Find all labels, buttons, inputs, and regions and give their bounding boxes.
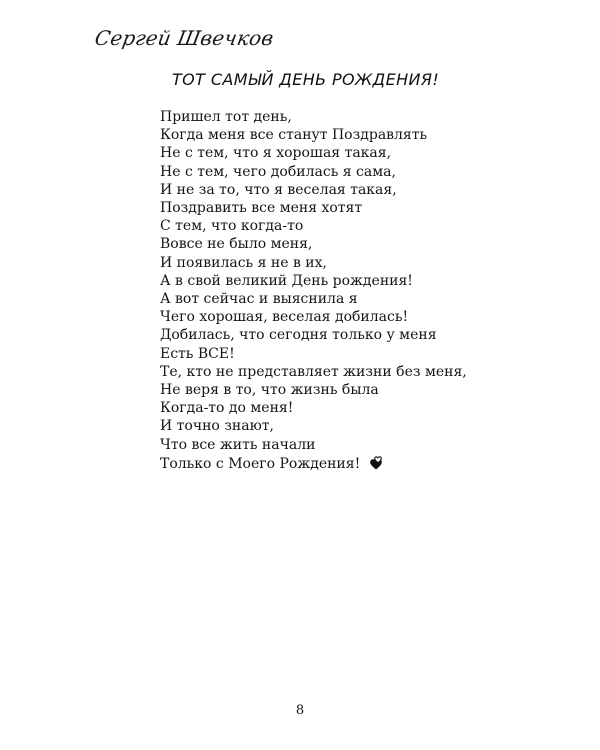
poem-last-line [160, 454, 520, 473]
poem-line: И появилась я не в их, [160, 254, 327, 271]
poem-line: Добилась, что сегодня только у меня [160, 327, 437, 344]
poem-body [160, 108, 520, 473]
poem-line: Пришел тот день, [160, 109, 292, 125]
poem-line: Чего хорошая, веселая добилась! [160, 309, 409, 326]
poem-line-text: Только с Моего Рождения! [160, 455, 361, 472]
poem-title: ТОТ САМЫЙ ДЕНЬ РОЖДЕНИЯ! [172, 70, 440, 89]
page-number: 8 [295, 703, 305, 718]
poem-line: Есть ВСЕ! [160, 345, 235, 362]
poem-line: А в свой великий День рождения! [160, 272, 413, 289]
poem-line: Не с тем, что я хорошая такая, [160, 145, 392, 162]
poem-line: Когда меня все станут Поздравлять [160, 127, 428, 144]
poem-line: А вот сейчас и выяснила я [160, 291, 358, 308]
poem-line: С тем, что когда-то [160, 218, 304, 235]
poem-line: Что все жить начали [160, 436, 316, 453]
hearts-icon [367, 454, 384, 471]
poem-line: И не за то, что я веселая такая, [160, 181, 397, 198]
poem-line: Поздравить все меня хотят [160, 200, 363, 217]
poem-line: Те, кто не представляет жизни без меня, [160, 363, 467, 380]
author-signature: Сергей Швечков [93, 26, 276, 50]
poem-line: Не веря в то, что жизнь была [160, 382, 379, 399]
poem-line: Не с тем, чего добилась я сама, [160, 163, 396, 180]
poem-line: И точно знают, [160, 418, 274, 435]
poem-line: Вовсе не было меня, [160, 236, 313, 253]
poem-line: Когда-то до меня! [160, 400, 294, 417]
